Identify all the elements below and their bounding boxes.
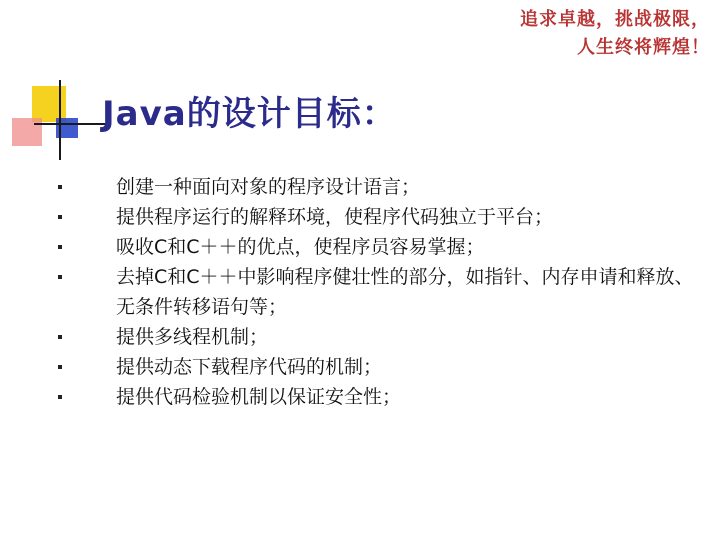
bullet-icon	[58, 215, 62, 219]
list-item	[58, 382, 708, 412]
motto-line: 追求卓越，挑战极限，	[520, 9, 710, 30]
list-item	[58, 232, 708, 262]
list-item-text: 提供动态下载程序代码的机制；	[116, 356, 383, 378]
motto-line: 人生终将辉煌！	[577, 37, 710, 58]
decorative-block-graphic	[0, 0, 120, 170]
list-item	[58, 202, 708, 232]
list-item-text: 吸收C和C＋＋的优点，使程序员容易掌握；	[116, 236, 485, 258]
slide-motto	[520, 6, 710, 62]
bullet-icon	[58, 245, 62, 249]
list-item-text: 去掉C和C＋＋中影响程序健壮性的部分，如指针、内存申请和释放、无条件转移语句等；	[116, 266, 694, 318]
list-item-text: 创建一种面向对象的程序设计语言；	[116, 176, 421, 198]
list-item	[58, 172, 708, 202]
list-item	[58, 262, 708, 322]
bullet-icon	[58, 365, 62, 369]
bullet-icon	[58, 335, 62, 339]
list-item-text: 提供多线程机制；	[116, 326, 269, 348]
list-item	[58, 352, 708, 382]
list-item-text: 提供程序运行的解释环境，使程序代码独立于平台；	[116, 206, 554, 228]
list-item	[58, 322, 708, 352]
slide-title: Java的设计目标：	[102, 94, 397, 134]
list-item-text: 提供代码检验机制以保证安全性；	[116, 386, 402, 408]
bullet-icon	[58, 185, 62, 189]
bullet-list	[58, 172, 708, 412]
bullet-icon	[58, 275, 62, 279]
bullet-icon	[58, 395, 62, 399]
